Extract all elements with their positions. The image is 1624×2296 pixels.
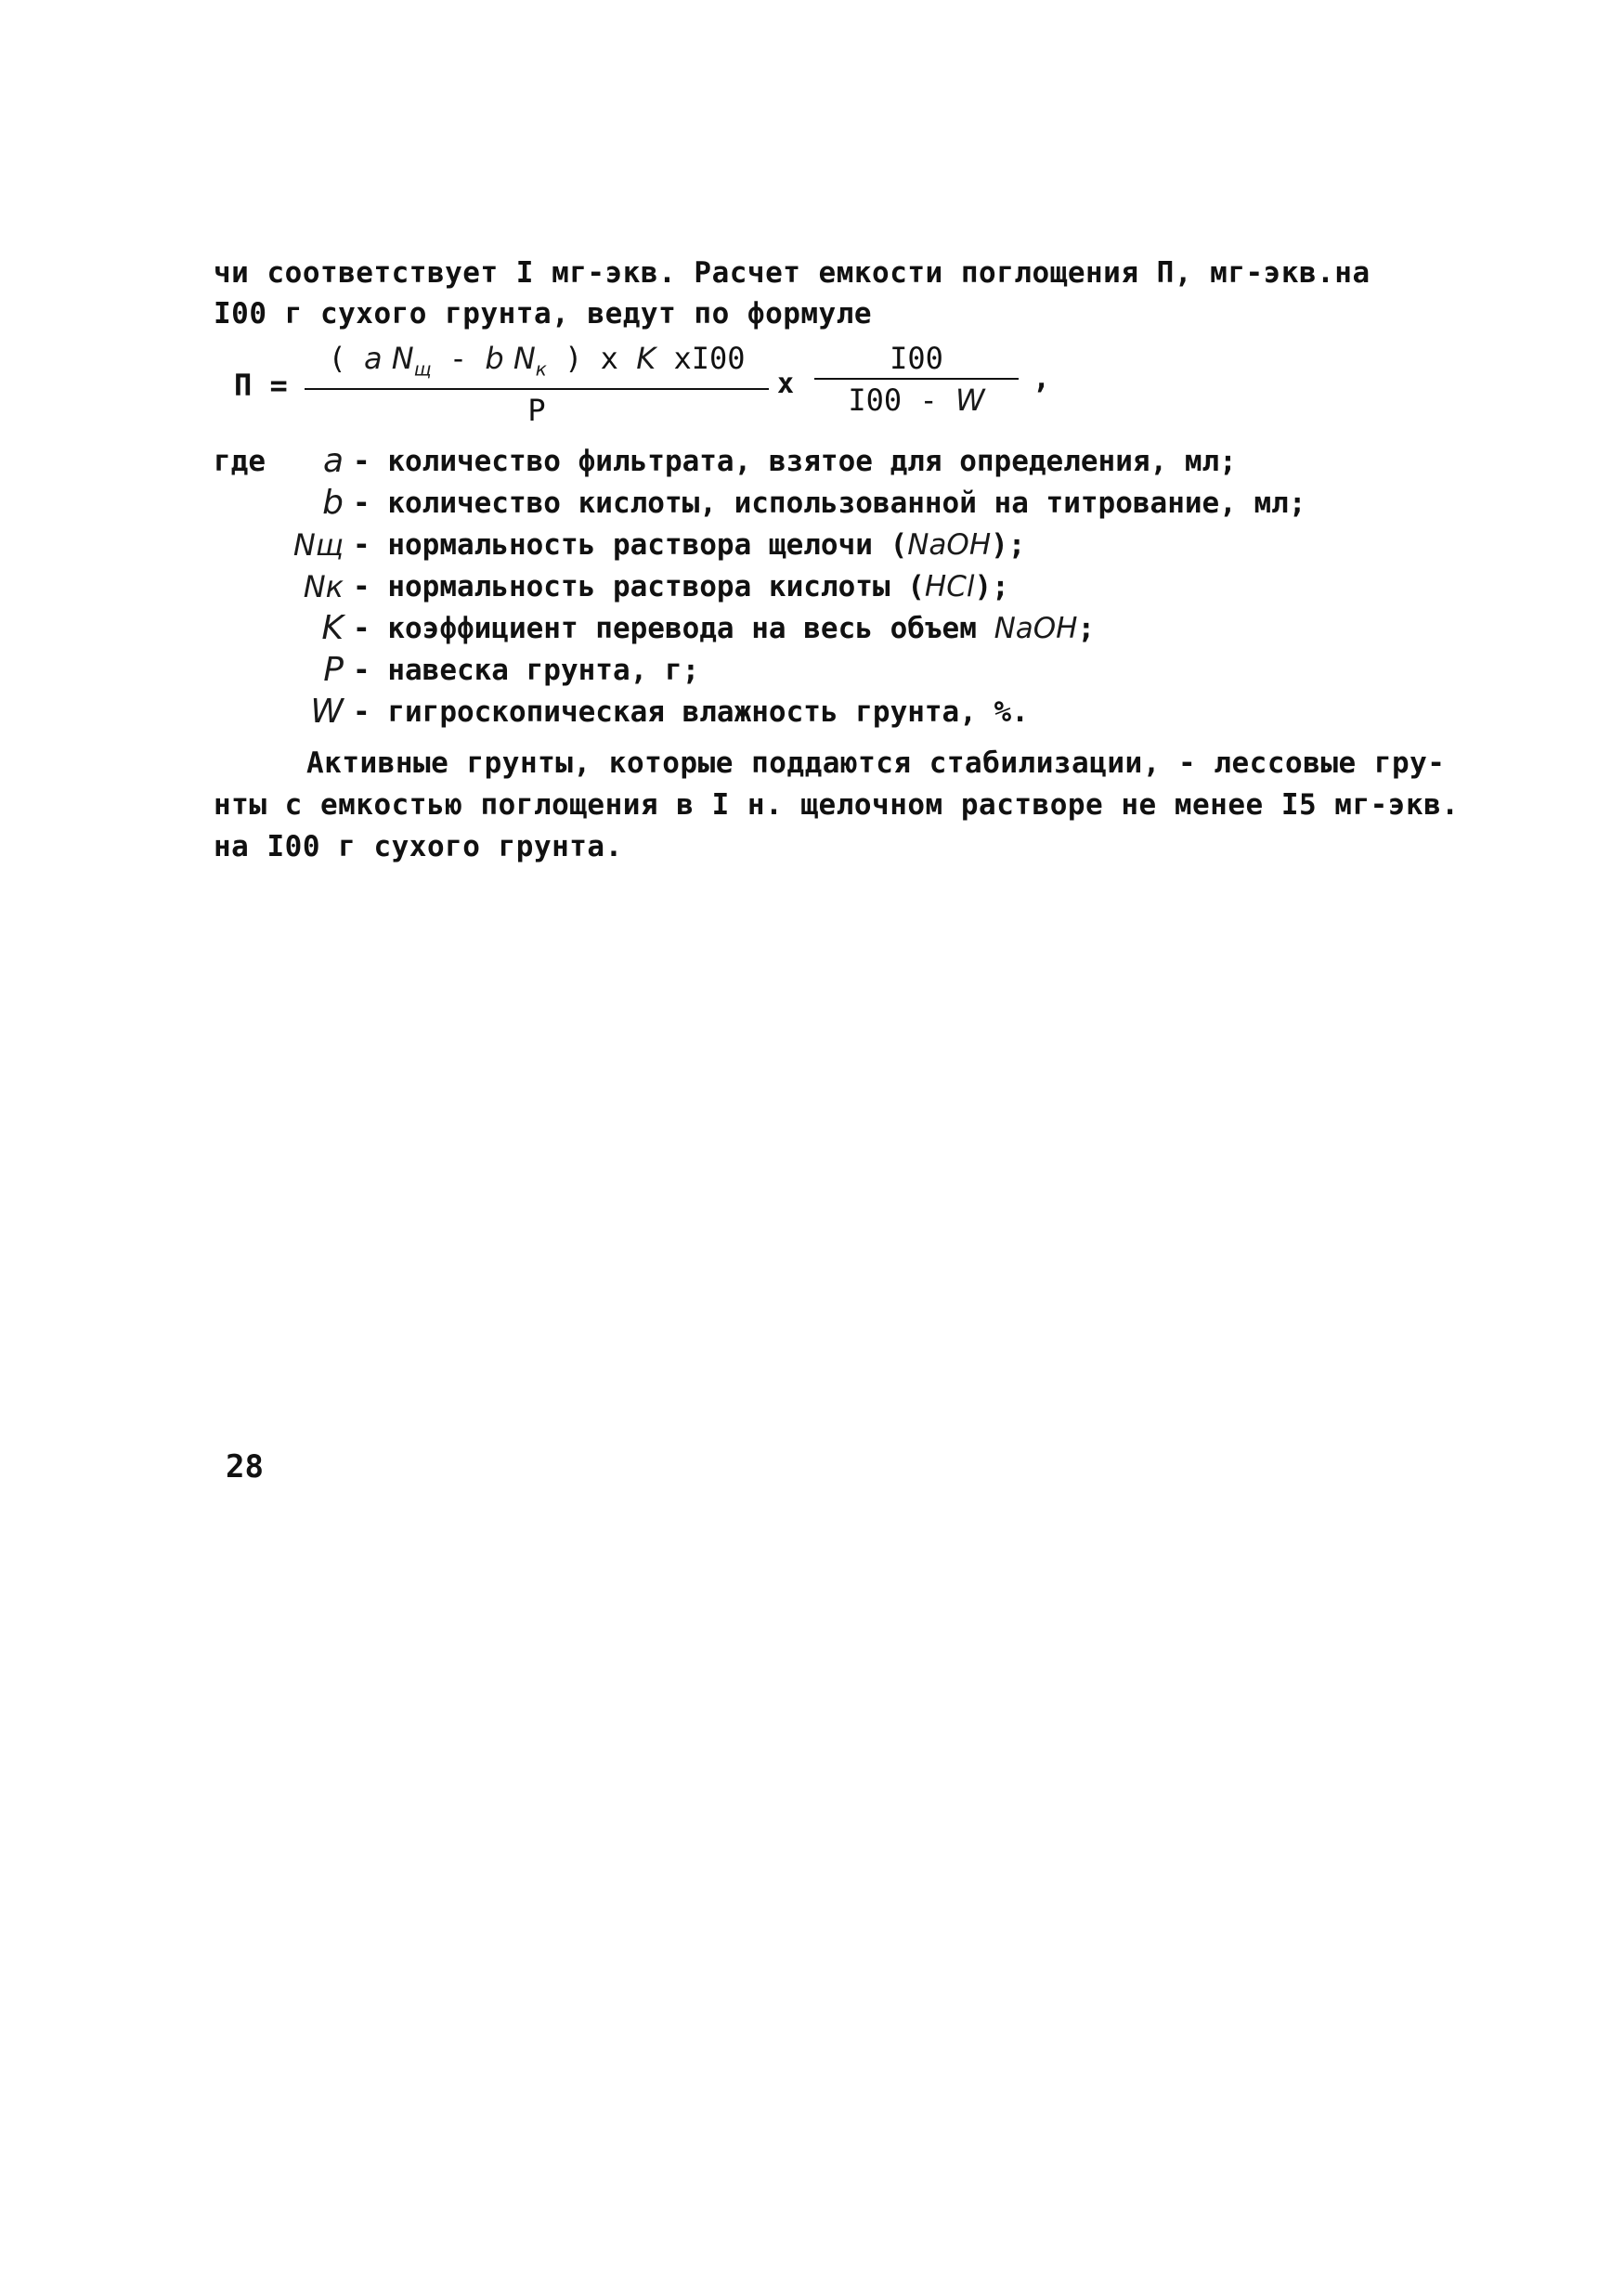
where-label: где [214,445,266,478]
numerator-k: K [636,341,656,376]
formula-numerator [305,340,769,387]
body-line-1: чи соответствует I мг-экв. Расчет емкости поглощения П, мг-экв.на [214,256,1371,290]
body-line-2: I00 г сухого грунта, ведут по формуле [214,297,873,331]
def-text-b: - количество кислоты, использованной на титрование, мл; [353,486,1306,520]
paragraph-line-1: Активные грунты, которые поддаются стабилизации, - лессовые гру- [306,746,1446,780]
moisture-denominator-w: W [955,383,985,418]
def-tail-n-acid: ); [974,570,1009,603]
def-text-n-acid: - нормальность раствора кислоты ( [353,570,925,603]
formula-fraction-main [305,340,769,428]
def-tail-k: ; [1077,612,1096,645]
paragraph-line-2: нты с емкостью поглощения в I н. щелочном растворе не менее I5 мг-экв. [214,788,1460,822]
moisture-denominator-prefix: I00 - [848,383,955,418]
formula-denominator: P [527,393,546,429]
numerator-a-n: a N [364,341,414,376]
def-symbol-n-alkali: Nщ [292,527,344,563]
def-tail-n-alkali: ); [991,528,1026,562]
formula-lhs: П = [234,368,288,403]
def-text-k: - коэффициент перевода на весь объем [353,612,977,645]
def-symbol-b: b [322,484,344,522]
def-chem-naoh: NaOH [907,528,992,562]
def-row-n-acid [353,566,1009,607]
formula-fraction-moisture [814,340,1019,418]
numerator-b-subscript: к [535,357,547,381]
formula-times: x [777,368,795,400]
formula [234,340,1070,433]
moisture-numerator: I00 [890,341,943,376]
moisture-denominator [814,383,1019,418]
numerator-b-n: b N [485,341,536,376]
numerator-open-paren: ( [328,341,346,376]
page-number: 28 [226,1448,264,1485]
def-row-k [353,608,1095,649]
numerator-minus: - [431,341,486,376]
def-chem-naoh-2: NaOH [994,612,1078,645]
def-symbol-a: a [322,442,344,480]
def-text-a: - количество фильтрата, взятое для определения, мл; [353,445,1237,478]
numerator-tail: xI00 [656,341,746,376]
def-chem-hcl: HCl [924,570,975,603]
def-symbol-n-acid: Nк [303,569,344,604]
numerator-a-subscript: щ [413,357,432,381]
def-symbol-w: W [310,693,344,731]
formula-trailing-comma: , [1033,360,1051,396]
fraction-bar-moisture [814,378,1019,380]
paragraph-line-3: на I00 г сухого грунта. [214,830,623,863]
def-symbol-p: P [323,651,344,689]
def-text-n-alkali: - нормальность раствора щелочи ( [353,528,908,562]
def-symbol-k: K [321,609,344,647]
def-text-p: - навеска грунта, г; [353,654,700,687]
fraction-bar-main [305,388,769,390]
def-text-w: - гигроскопическая влажность грунта, %. [353,695,1029,729]
numerator-close: ) x [546,341,637,376]
def-row-n-alkali [353,525,1025,565]
